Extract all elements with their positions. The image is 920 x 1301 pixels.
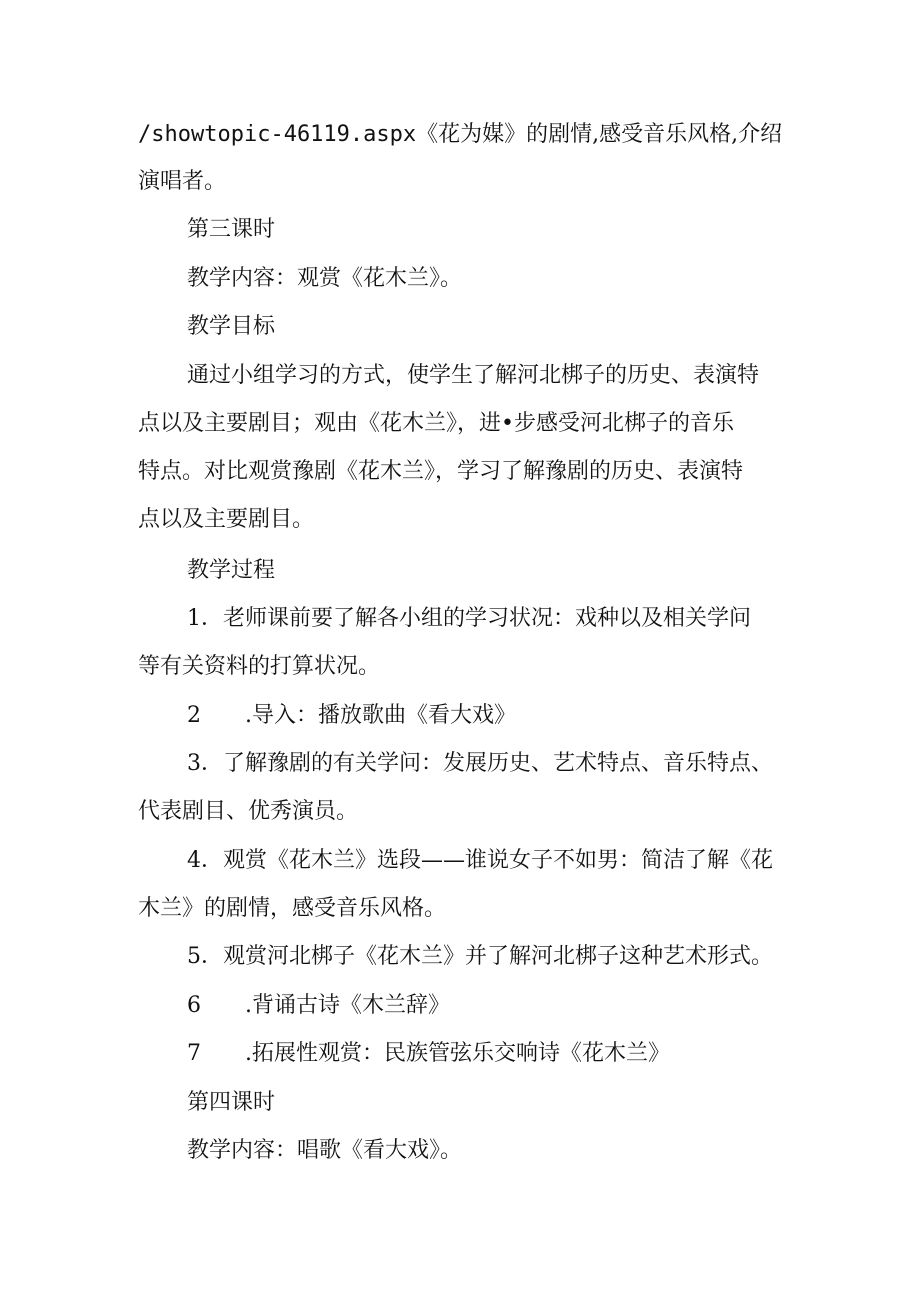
goal-paragraph-line-2: 点以及主要剧目；观由《花木兰》，进•步感受河北梆子的音乐 (138, 411, 734, 436)
section-heading-lesson-3: 第三课时 (187, 217, 276, 242)
text-line-1 (138, 120, 782, 150)
goal-paragraph-line-3: 特点。对比观赏豫剧《花木兰》，学习了解豫剧的历史、表演特 (138, 459, 744, 484)
goal-paragraph-line-4: 点以及主要剧目。 (138, 507, 315, 532)
section-heading-lesson-4: 第四课时 (187, 1090, 276, 1115)
teaching-content-lesson-4: 教学内容：唱歌《看大戏》。 (187, 1138, 463, 1163)
link-path: /showtopic-46119.aspx (138, 122, 417, 147)
process-step-4-cont: 木兰》的剧情，感受音乐风格。 (138, 896, 447, 921)
process-step-3: 3．了解豫剧的有关学问：发展历史、艺术特点、音乐特点、 (187, 751, 773, 776)
text-fragment: 《花为媒》的剧情,感受音乐风格,介绍 (416, 122, 783, 147)
step-number: 2 (187, 703, 201, 728)
step-text: .背诵古诗《木兰辞》 (245, 993, 450, 1018)
text-line-2: 演唱者。 (138, 169, 227, 194)
process-step-6 (187, 991, 450, 1021)
heading-teaching-process: 教学过程 (187, 558, 276, 583)
heading-teaching-goals: 教学目标 (187, 314, 276, 339)
process-step-3-cont: 代表剧目、优秀演员。 (138, 799, 359, 824)
process-step-5: 5．观赏河北梆子《花木兰》并了解河北梆子这种艺术形式。 (187, 944, 773, 969)
process-step-4: 4．观赏《花木兰》选段——谁说女子不如男：简洁了解《花 (187, 848, 773, 873)
goal-paragraph-line-1: 通过小组学习的方式，使学生了解河北梆子的历史、表演特 (187, 363, 760, 388)
step-number: 7 (187, 1041, 201, 1066)
teaching-content: 教学内容：观赏《花木兰》。 (187, 266, 463, 291)
process-step-1: 1．老师课前要了解各小组的学习状况：戏种以及相关学问 (187, 606, 751, 631)
step-text: .拓展性观赏：民族管弦乐交响诗《花木兰》 (245, 1041, 670, 1066)
process-step-1-cont: 等有关资料的打算状况。 (138, 654, 381, 679)
process-step-7 (187, 1039, 670, 1069)
step-text: .导入：播放歌曲《看大戏》 (245, 703, 516, 728)
process-step-2 (187, 701, 516, 731)
step-number: 6 (187, 993, 201, 1018)
